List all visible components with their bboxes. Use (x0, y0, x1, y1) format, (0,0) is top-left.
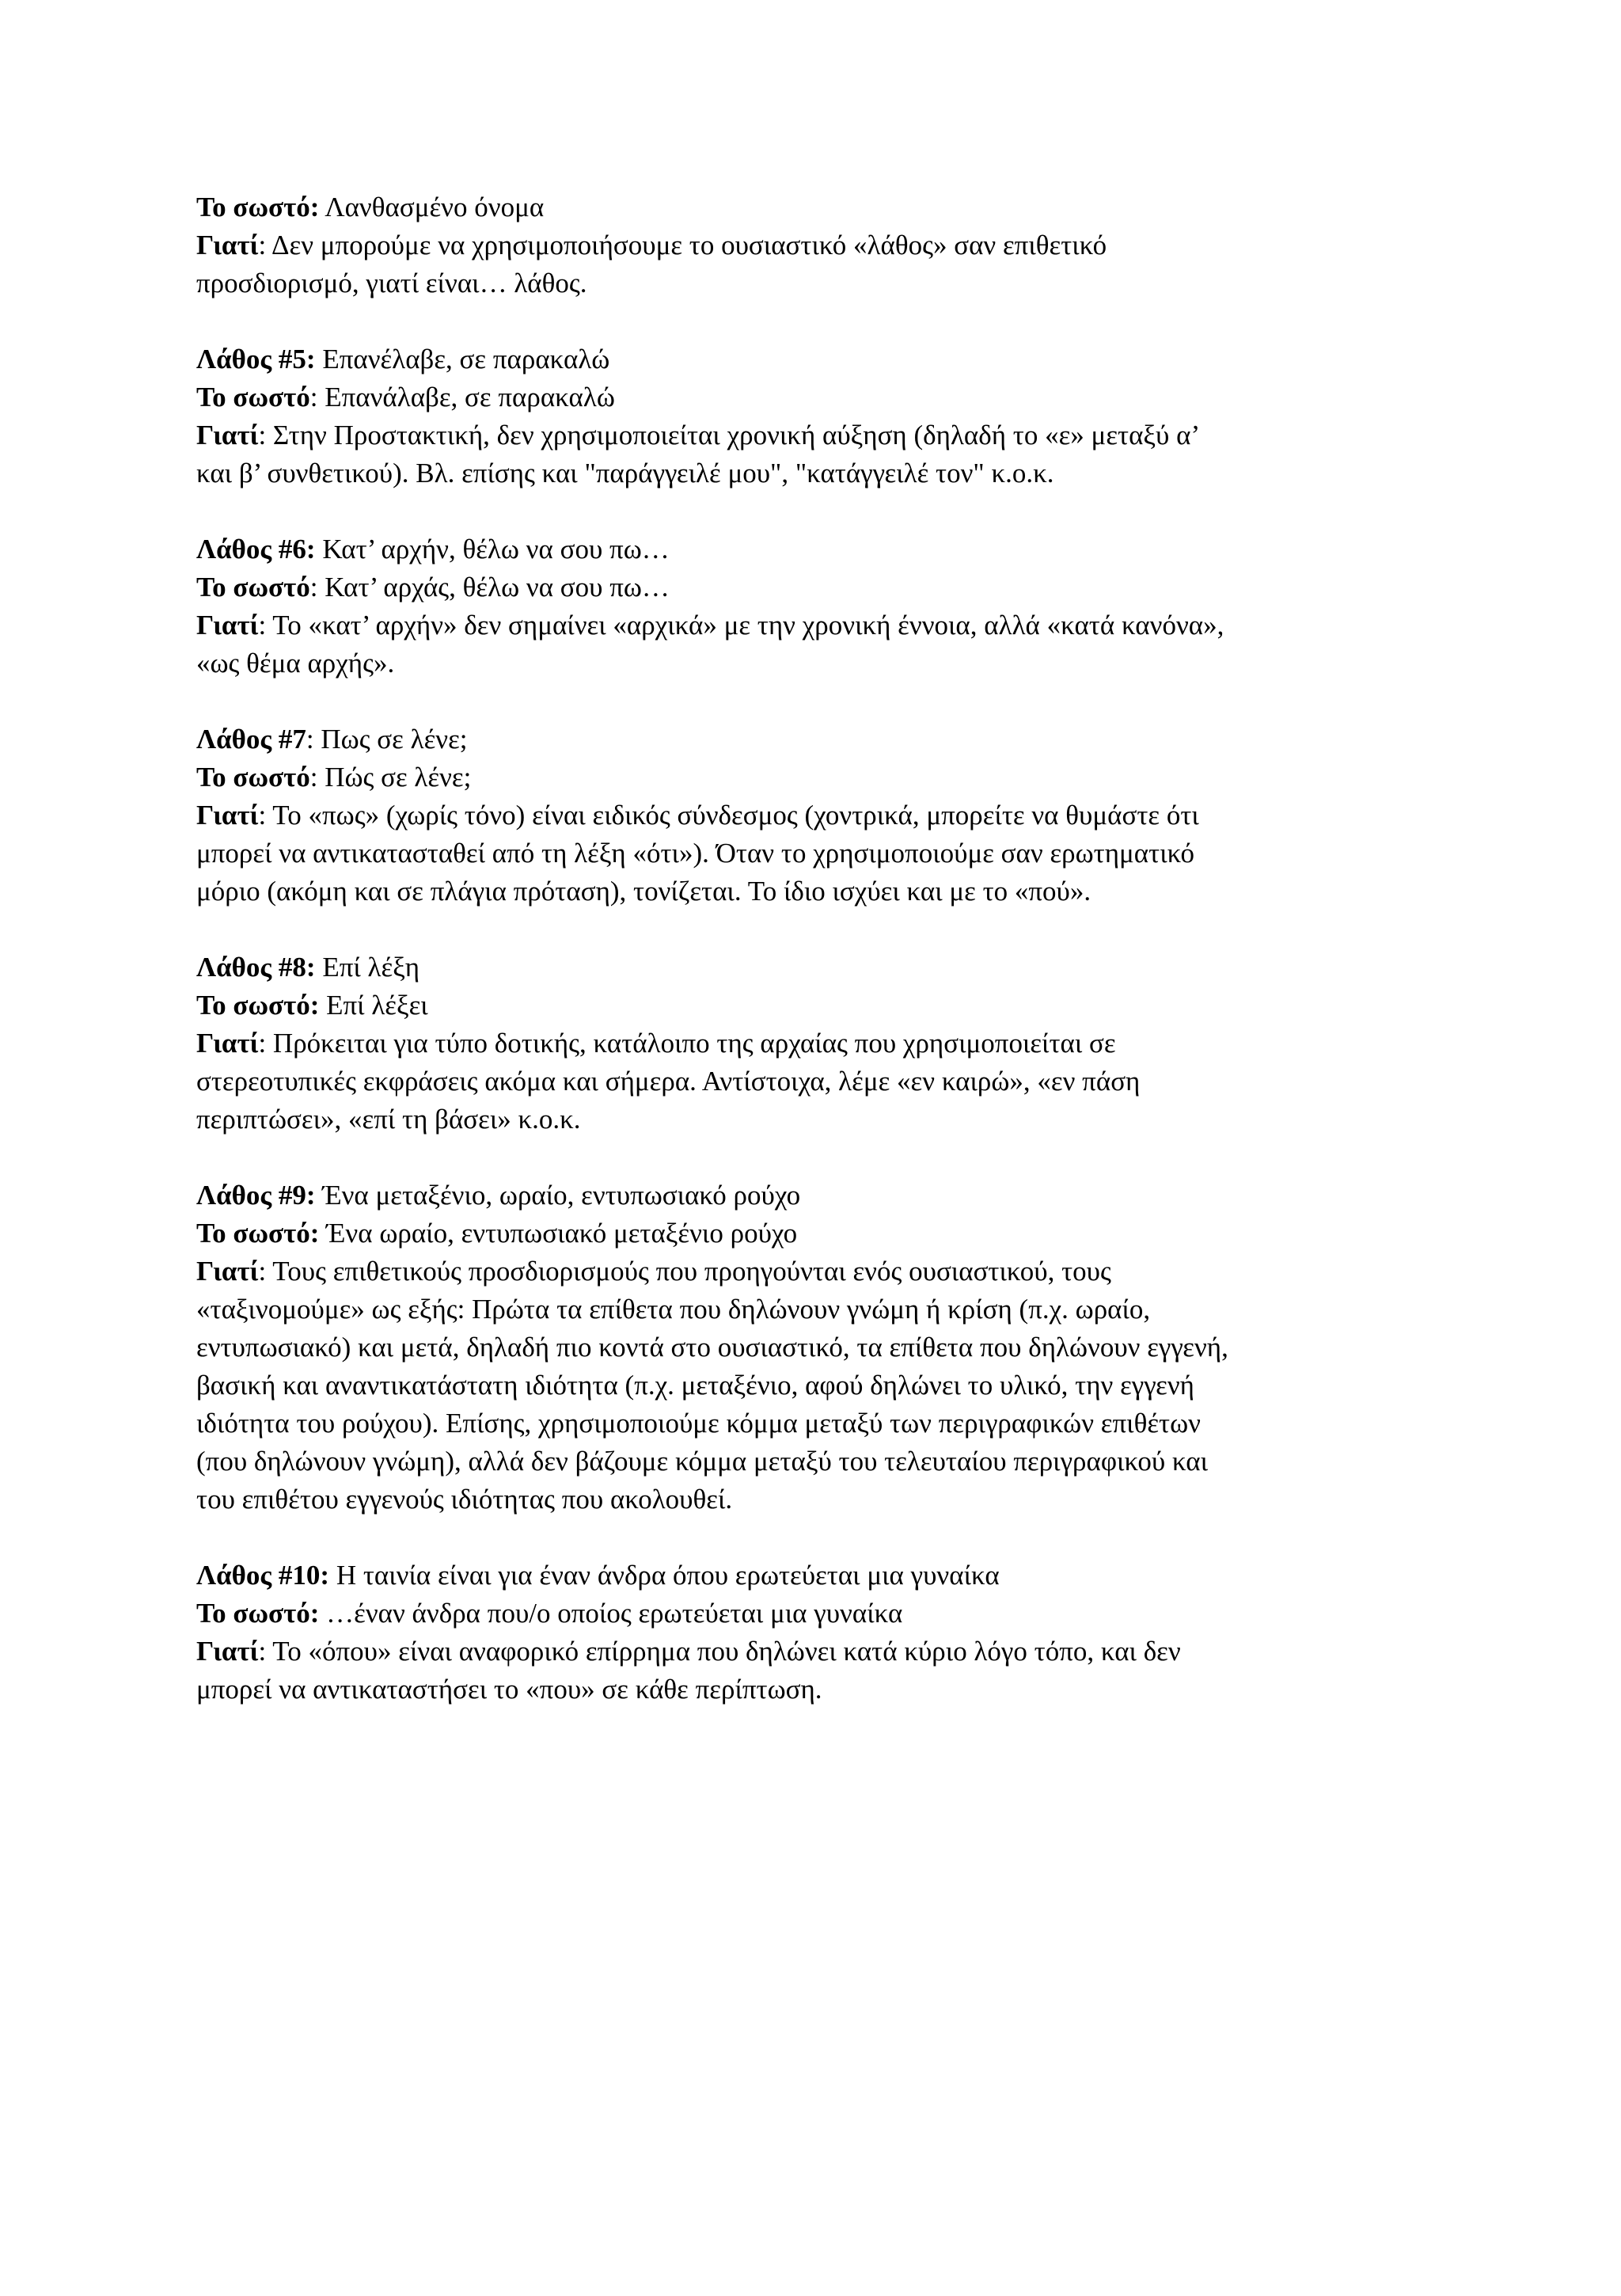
why-text-continued: προσδιορισμό, γιατί είναι… λάθος. (196, 268, 587, 298)
mistake-block-4-continued (196, 188, 1447, 302)
why-text-continued: βασική και αναντικατάστατη ιδιότητα (π.χ. μεταξένιο, αφού δηλώνει το υλικό, την εγγενή (196, 1370, 1194, 1401)
correct-line (196, 378, 1447, 416)
mistake-label: Λάθος #8: (196, 952, 316, 983)
correct-line (196, 188, 1447, 226)
why-text-continued: ιδιότητα του ρούχου). Επίσης, χρησιμοποιούμε κόμμα μεταξύ των περιγραφικών επιθέτων (196, 1408, 1201, 1439)
why-text: : Δεν μπορούμε να χρησιμοποιήσουμε το ουσιαστικό «λάθος» σαν επιθετικό (258, 230, 1107, 260)
why-text-continued: «ως θέμα αρχής». (196, 648, 395, 679)
correct-text: Ένα ωραίο, εντυπωσιακό μεταξένιο ρούχο (319, 1218, 798, 1249)
mistake-label: Λάθος #9: (196, 1180, 316, 1211)
why-line-continued (196, 1405, 1447, 1443)
why-text-continued: «ταξινομούμε» ως εξής: Πρώτα τα επίθετα που δηλώνουν γνώμη ή κρίση (π.χ. ωραίο, (196, 1294, 1151, 1325)
why-line-continued (196, 834, 1447, 872)
why-text-continued: (που δηλώνουν γνώμη), αλλά δεν βάζουμε κόμμα μεταξύ του τελευταίου περιγραφικού και (196, 1446, 1208, 1477)
why-line-continued (196, 1671, 1447, 1709)
mistake-text: Επί λέξη (315, 952, 420, 983)
why-line-continued (196, 872, 1447, 910)
mistake-label: Λάθος #10: (196, 1560, 330, 1591)
correct-line (196, 758, 1447, 796)
why-line (196, 1633, 1447, 1671)
mistake-block-7 (196, 720, 1447, 910)
correct-label: Το σωστό (196, 382, 310, 412)
why-text-continued: περιπτώσει», «επί τη βάσει» κ.ο.κ. (196, 1104, 581, 1135)
why-line-continued (196, 1443, 1447, 1481)
why-line (196, 1253, 1447, 1291)
mistake-text: Η ταινία είναι για έναν άνδρα όπου ερωτεύεται μια γυναίκα (329, 1560, 1000, 1591)
why-text-continued: μπορεί να αντικατασταθεί από τη λέξη «ότι»). Όταν το χρησιμοποιούμε σαν ερωτηματικό (196, 838, 1194, 869)
why-line-continued (196, 1329, 1447, 1367)
correct-line (196, 986, 1447, 1024)
mistake-line (196, 1177, 1447, 1215)
correct-label: Το σωστό (196, 762, 310, 793)
why-text-continued: εντυπωσιακό) και μετά, δηλαδή πιο κοντά στο ουσιαστικό, τα επίθετα που δηλώνουν εγγενή, (196, 1332, 1228, 1363)
mistake-block-5 (196, 340, 1447, 492)
mistake-block-6 (196, 530, 1447, 682)
document-page (196, 188, 1447, 1747)
correct-text: Επί λέξει (319, 990, 428, 1021)
correct-line (196, 1595, 1447, 1633)
correct-text: Λανθασμένο όνομα (319, 192, 545, 222)
mistake-line (196, 948, 1447, 986)
why-label: Γιατί (196, 1028, 259, 1059)
correct-line (196, 1215, 1447, 1253)
correct-label: Το σωστό: (196, 990, 320, 1021)
why-label: Γιατί (196, 1256, 259, 1287)
mistake-text: Ένα μεταξένιο, ωραίο, εντυπωσιακό ρούχο (315, 1180, 801, 1211)
why-label: Γιατί (196, 230, 259, 260)
why-line-continued (196, 1481, 1447, 1519)
why-text: : Πρόκειται για τύπο δοτικής, κατάλοιπο της αρχαίας που χρησιμοποιείται σε (258, 1028, 1116, 1059)
mistake-line (196, 340, 1447, 378)
mistake-block-10 (196, 1557, 1447, 1709)
correct-text: : Κατ’ αρχάς, θέλω να σου πω… (309, 572, 670, 603)
why-text-continued: στερεοτυπικές εκφράσεις ακόμα και σήμερα. Αντίστοιχα, λέμε «εν καιρώ», «εν πάση (196, 1066, 1141, 1097)
why-text: : Το «πως» (χωρίς τόνο) είναι ειδικός σύνδεσμος (χοντρικά, μπορείτε να θυμάστε ότι (258, 800, 1199, 831)
mistake-text: : Πως σε λένε; (306, 724, 468, 755)
why-text-continued: μόριο (ακόμη και σε πλάγια πρόταση), τονίζεται. Το ίδιο ισχύει και με το «πού». (196, 876, 1091, 907)
mistake-label: Λάθος #7 (196, 724, 306, 755)
why-line (196, 796, 1447, 834)
why-text: : Τους επιθετικούς προσδιορισμούς που προηγούνται ενός ουσιαστικού, τους (258, 1256, 1111, 1287)
mistake-text: Επανέλαβε, σε παρακαλώ (315, 344, 610, 374)
mistake-line (196, 530, 1447, 568)
why-text: : Το «όπου» είναι αναφορικό επίρρημα που δηλώνει κατά κύριο λόγο τόπο, και δεν (258, 1636, 1181, 1667)
why-line-continued (196, 644, 1447, 682)
correct-label: Το σωστό: (196, 1218, 320, 1249)
why-line-continued (196, 1100, 1447, 1138)
why-line-continued (196, 1367, 1447, 1405)
why-label: Γιατί (196, 800, 259, 831)
why-line (196, 1024, 1447, 1062)
mistake-line (196, 1557, 1447, 1595)
why-line (196, 226, 1447, 264)
mistake-text: Κατ’ αρχήν, θέλω να σου πω… (315, 534, 670, 564)
why-line-continued (196, 454, 1447, 492)
correct-text: : Επανάλαβε, σε παρακαλώ (309, 382, 615, 412)
why-label: Γιατί (196, 420, 259, 450)
correct-text: : Πώς σε λένε; (309, 762, 472, 793)
correct-line (196, 568, 1447, 606)
why-text-continued: μπορεί να αντικαταστήσει το «που» σε κάθε περίπτωση. (196, 1674, 822, 1705)
why-line (196, 606, 1447, 644)
correct-label: Το σωστό (196, 572, 310, 603)
why-line (196, 416, 1447, 454)
correct-text: …έναν άνδρα που/ο οποίος ερωτεύεται μια γυναίκα (319, 1598, 903, 1629)
mistake-label: Λάθος #6: (196, 534, 316, 564)
why-label: Γιατί (196, 1636, 259, 1667)
why-text: : Το «κατ’ αρχήν» δεν σημαίνει «αρχικά» με την χρονική έννοια, αλλά «κατά κανόνα», (258, 610, 1224, 641)
why-line-continued (196, 1291, 1447, 1329)
mistake-block-8 (196, 948, 1447, 1138)
mistake-label: Λάθος #5: (196, 344, 316, 374)
mistake-line (196, 720, 1447, 758)
why-line-continued (196, 1062, 1447, 1100)
why-line-continued (196, 264, 1447, 302)
why-text-continued: και β’ συνθετικού). Βλ. επίσης και "παράγγειλέ μου", "κατάγγειλέ τον" κ.ο.κ. (196, 458, 1054, 488)
why-text: : Στην Προστακτική, δεν χρησιμοποιείται χρονική αύξηση (δηλαδή το «ε» μεταξύ α’ (258, 420, 1201, 450)
why-label: Γιατί (196, 610, 259, 641)
correct-label: Το σωστό: (196, 192, 320, 222)
correct-label: Το σωστό: (196, 1598, 320, 1629)
why-text-continued: του επιθέτου εγγενούς ιδιότητας που ακολουθεί. (196, 1484, 733, 1515)
mistake-block-9 (196, 1177, 1447, 1519)
